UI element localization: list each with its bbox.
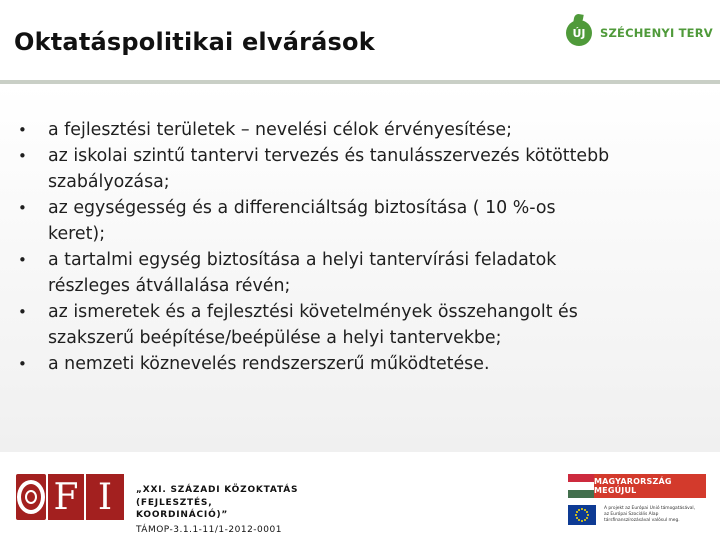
ofi-logo — [16, 474, 128, 520]
ofi-logo-o — [16, 474, 46, 520]
eu-flag-star-icon — [581, 508, 583, 510]
eu-flag-star-icon — [578, 509, 580, 511]
bullet-text-line: szakszerű beépítése/beépülése a helyi tantervekbe; — [48, 328, 502, 348]
eu-flag-star-icon — [578, 519, 580, 521]
bullet-text-line: keret); — [48, 224, 106, 244]
bullet-text-line: az egységesség és a differenciáltság biztosítása ( 10 %-os — [48, 198, 556, 218]
bullet-text-line: részleges átvállalása révén; — [48, 276, 291, 296]
eu-flag-star-icon — [587, 514, 589, 516]
eu-flag-star-icon — [584, 519, 586, 521]
project-title-line2: KOORDINÁCIÓ)” — [136, 510, 229, 520]
bullet-dot-icon: • — [18, 355, 27, 373]
bullet-item — [18, 247, 708, 299]
eu-support-text-3: társfinanszírozásával valósul meg. — [604, 518, 680, 523]
bullet-text-line: szabályozása; — [48, 172, 170, 192]
szechenyi-terv-logo — [566, 18, 713, 48]
eu-flag-star-icon — [586, 511, 588, 513]
bullet-list — [18, 117, 708, 377]
eu-support-text-1: A projekt az Európai Unió támogatásával, — [604, 506, 696, 511]
bullet-item — [18, 299, 708, 351]
bullet-item — [18, 351, 708, 377]
szechenyi-leaf-icon: ÚJ — [566, 20, 592, 46]
slide-header — [0, 0, 720, 80]
bullet-text-line: a nemzeti köznevelés rendszerszerű működtetése. — [48, 354, 490, 374]
slide-body — [0, 84, 720, 452]
bullet-text-line: a tartalmi egység biztosítása a helyi tantervírási feladatok — [48, 250, 557, 270]
bullet-text-line: az ismeretek és a fejlesztési követelmények összehangolt és — [48, 302, 578, 322]
eu-flag-star-icon — [575, 514, 577, 516]
bullet-text-line: az iskolai szintű tantervi tervezés és tanulásszervezés kötöttebb — [48, 146, 610, 166]
eu-support-text — [604, 506, 695, 524]
magyarorszag-megujul-banner: MAGYARORSZÁG MEGÚJUL — [594, 474, 706, 498]
slide-title: Oktatáspolitikai elvárások — [14, 28, 375, 56]
bullet-item — [18, 195, 708, 247]
bullet-dot-icon: • — [18, 199, 27, 217]
ofi-logo-f: F — [48, 474, 84, 520]
ofi-logo-circle-icon — [17, 480, 45, 514]
eu-support-logo — [568, 502, 706, 528]
eu-flag-star-icon — [581, 520, 583, 522]
bullet-text-line: a fejlesztési területek – nevelési célok érvényesítése; — [48, 120, 512, 140]
eu-flag-star-icon — [586, 517, 588, 519]
bullet-item — [18, 143, 708, 195]
ofi-logo-i: I — [86, 474, 124, 520]
project-title-line1: „XXI. SZÁZADI KÖZOKTATÁS (FEJLESZTÉS, — [136, 485, 299, 508]
bullet-item — [18, 117, 708, 143]
project-code: TÁMOP-3.1.1-11/1-2012-0001 — [136, 524, 282, 535]
project-info — [136, 484, 376, 537]
szechenyi-terv-text: SZÉCHENYI TERV — [600, 26, 713, 40]
hungary-flag-icon — [568, 474, 594, 498]
eu-flag-star-icon — [576, 517, 578, 519]
eu-flag-star-icon — [576, 511, 578, 513]
bullet-dot-icon: • — [18, 121, 27, 139]
bullet-dot-icon: • — [18, 147, 27, 165]
eu-flag-icon — [568, 505, 596, 525]
bullet-dot-icon: • — [18, 251, 27, 269]
slide-footer — [0, 452, 720, 540]
bullet-dot-icon: • — [18, 303, 27, 321]
magyarorszag-megujul-logo — [568, 474, 706, 498]
eu-support-text-2: az Európai Szociális Alap — [604, 512, 659, 517]
